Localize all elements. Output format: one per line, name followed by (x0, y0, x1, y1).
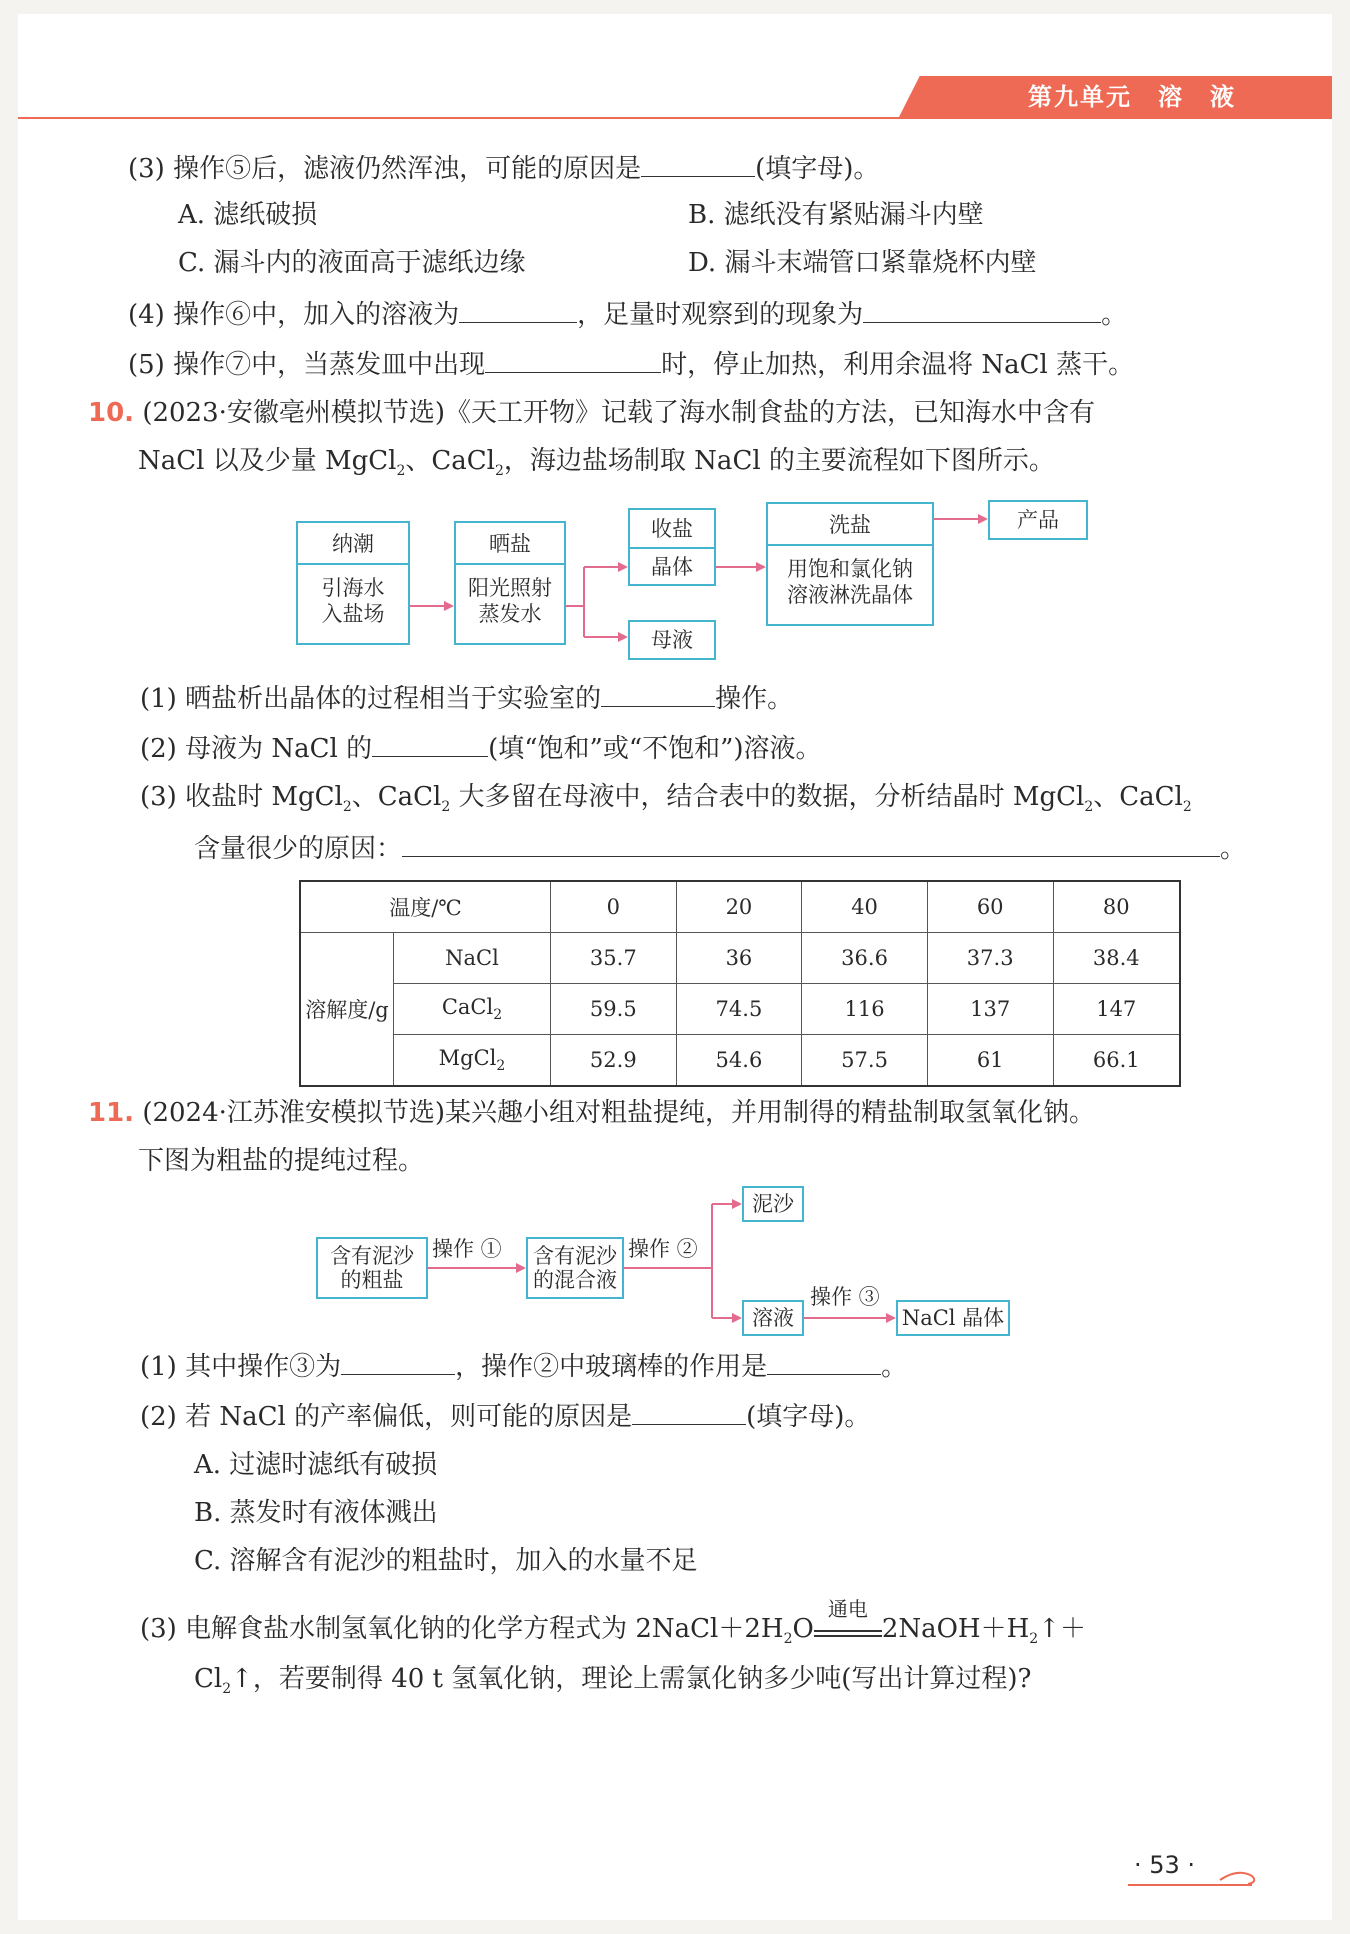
table-cell: 38.4 (1053, 933, 1180, 984)
question-number: 11. (88, 1098, 135, 1128)
flow-label: 的混合液 (533, 1268, 617, 1292)
q10-sub3-b: 、CaCl (351, 782, 442, 812)
table-row-name-sub: 2 (493, 1007, 503, 1024)
flow-label: 含有泥沙 (533, 1244, 617, 1268)
q10-stem: (2023·安徽亳州模拟节选)《天工开物》记载了海水制食盐的方法，已知海水中含有 (142, 398, 1096, 428)
flow-op-label: 操作 ② (628, 1237, 698, 1261)
table-header-label: 温度/℃ (300, 881, 551, 933)
q9-option-c: C. 漏斗内的液面高于滤纸边缘 (178, 248, 526, 278)
table-cell: 137 (927, 984, 1053, 1035)
flow-label: 晒盐 (489, 532, 531, 556)
flow-label: 泥沙 (752, 1192, 794, 1216)
answer-blank[interactable] (767, 1350, 881, 1375)
q10-sub3-d: 、CaCl (1093, 782, 1183, 812)
page-number: · 53 · (1134, 1851, 1196, 1879)
q9-sub3-tail: (填字母)。 (755, 154, 880, 184)
table-temp: 20 (676, 881, 802, 933)
footer-swirl-icon (1218, 1866, 1258, 1888)
table-cell: 74.5 (676, 984, 802, 1035)
q10-line2: NaCl 以及少量 MgCl$_2$、CaCl$_2$，海边盐场制取 NaCl 的主要流程如下图所示。 (138, 446, 1055, 480)
q11-sub3: (3) 电解食盐水制氢氧化钠的化学方程式为 $2NaCl+2H_2O$ 通电 $2NaOH+H_2↑+$ (140, 1614, 1086, 1654)
flow-box-crude-salt (316, 1237, 428, 1299)
q11-sub1-b: ，操作②中玻璃棒的作用是 (455, 1352, 768, 1382)
table-cell: 57.5 (802, 1035, 928, 1087)
q11-sub3-c: 2NaOH＋H (881, 1614, 1030, 1644)
table-cell: 35.7 (551, 933, 677, 984)
q10-sub1-a: (1) 晒盐析出晶体的过程相当于实验室的 (140, 684, 602, 714)
table-row-name-sub: 2 (496, 1058, 506, 1075)
q11-line2: 下图为粗盐的提纯过程。 (138, 1146, 425, 1176)
q9-sub3-text: (3) 操作⑤后，滤液仍然浑浊，可能的原因是 (128, 154, 642, 184)
flow-label: 产品 (1017, 508, 1059, 532)
q11-stem: (2024·江苏淮安模拟节选)某兴趣小组对粗盐提纯，并用制得的精盐制取氢氧化钠。 (142, 1098, 1096, 1128)
table-row-name: NaCl (394, 933, 551, 984)
flow-label: 阳光照射 (468, 576, 552, 600)
q9-sub5-text: (5) 操作⑦中，当蒸发皿中出现 (128, 350, 486, 380)
table-cell: 54.6 (676, 1035, 802, 1087)
flow-label: 入盐场 (321, 602, 385, 626)
reaction-condition-text: 通电 (827, 1597, 868, 1621)
q11-sub1-c: 。 (881, 1352, 908, 1382)
q11-sub3-line2-a: Cl (194, 1664, 223, 1694)
table-temp: 0 (551, 881, 677, 933)
q10-sub1-b: 操作。 (715, 684, 794, 714)
q11-option-a: A. 过滤时滤纸有破损 (194, 1450, 438, 1480)
flow-label: 纳潮 (332, 532, 374, 556)
flow-label: 溶液淋洗晶体 (787, 583, 913, 607)
q10-line2-a: NaCl 以及少量 MgCl (138, 446, 397, 476)
q10-line2-b: 、CaCl (405, 446, 495, 476)
q10-sub3: (3) 收盐时 MgCl$_2$、CaCl$_2$ 大多留在母液中，结合表中的数据，分析结晶时 MgCl$_2$、CaCl$_2$ (140, 782, 1192, 816)
q9-sub5-text-b: 时，停止加热，利用余温将 NaCl 蒸干。 (661, 350, 1135, 380)
table-row-name-text: MgCl (438, 1045, 497, 1070)
flow-label: 收盐 (651, 517, 693, 541)
q9-option-a: A. 滤纸破损 (178, 200, 318, 230)
table-cell: 147 (1053, 984, 1180, 1035)
flow-box-mixture (526, 1237, 624, 1299)
q11-sub3-a: (3) 电解食盐水制氢氧化钠的化学方程式为 2NaCl＋2H (140, 1614, 784, 1644)
q11-sub3-line2: $Cl_2↑$，若要制得 40 t 氢氧化钠，理论上需氯化钠多少吨(写出计算过程)? (194, 1664, 1032, 1698)
q10-sub3-c: 大多留在母液中，结合表中的数据，分析结晶时 MgCl (450, 782, 1085, 812)
page (18, 14, 1332, 1920)
table-cell: 52.9 (551, 1035, 677, 1087)
q9-sub4-end: 。 (1101, 300, 1128, 330)
flow-label: 溶液 (752, 1306, 794, 1330)
q10-line2-c: ，海边盐场制取 NaCl 的主要流程如下图所示。 (503, 446, 1055, 476)
flow-label: 洗盐 (829, 513, 871, 537)
q11-sub2 (140, 1400, 870, 1432)
table-row-name-text: CaCl (441, 994, 494, 1019)
table-cell: 116 (802, 984, 928, 1035)
table-cell: 36 (676, 933, 802, 984)
flow-box-sediment (742, 1186, 804, 1222)
q11-sub2-a: (2) 若 NaCl 的产率偏低，则可能的原因是 (140, 1402, 633, 1432)
q10-sub3-end: 。 (1220, 834, 1247, 864)
table-cell: 66.1 (1053, 1035, 1180, 1087)
table-cell: 36.6 (802, 933, 928, 984)
table-cell: 61 (927, 1035, 1053, 1087)
q11-option-c: C. 溶解含有泥沙的粗盐时，加入的水量不足 (194, 1546, 698, 1576)
flow-label: 蒸发水 (478, 602, 542, 626)
q10-sub3-line2-text: 含量很少的原因： (194, 834, 403, 864)
reaction-condition (814, 1597, 882, 1637)
q10-sub2-a: (2) 母液为 NaCl 的 (140, 734, 373, 764)
table-cell: 59.5 (551, 984, 677, 1035)
flow-op-label: 操作 ① (432, 1237, 502, 1261)
q9-option-b: B. 滤纸没有紧贴漏斗内壁 (688, 200, 984, 230)
q10-sub2-b: (填“饱和”或“不饱和”)溶液。 (488, 734, 822, 764)
table-temp: 80 (1053, 881, 1180, 933)
q9-option-d: D. 漏斗末端管口紧靠烧杯内壁 (688, 248, 1037, 278)
q11-option-b: B. 蒸发时有液体溅出 (194, 1498, 438, 1528)
table-group-label: 溶解度/g (300, 933, 394, 1087)
answer-blank[interactable] (632, 1400, 746, 1425)
flow-label: 含有泥沙 (330, 1244, 414, 1268)
q10-sub3-a: (3) 收盐时 MgCl (140, 782, 343, 812)
flow-label: 用饱和氯化钠 (787, 557, 913, 581)
flow-op-label: 操作 ③ (810, 1285, 880, 1309)
unit-title: 第九单元 溶 液 (1028, 83, 1236, 111)
flow-label: 引海水 (321, 576, 385, 600)
q11-sub1-a: (1) 其中操作③为 (140, 1352, 342, 1382)
q9-sub4-text-b: ，足量时观察到的现象为 (577, 300, 864, 330)
flow-label: 母液 (651, 628, 693, 652)
flow-label: 的粗盐 (340, 1268, 404, 1292)
q9-sub4-text: (4) 操作⑥中，加入的溶液为 (128, 300, 460, 330)
flow-box-solution (742, 1300, 804, 1336)
flow-label: NaCl 晶体 (901, 1306, 1005, 1330)
table-temp: 40 (802, 881, 928, 933)
question-number: 10. (88, 398, 135, 428)
q11-sub3-d: ↑＋ (1038, 1614, 1087, 1644)
table-temp: 60 (927, 881, 1053, 933)
answer-blank[interactable] (341, 1350, 455, 1375)
flow-label: 晶体 (651, 555, 693, 579)
q11-sub3-line2-b: ↑，若要制得 40 t 氢氧化钠，理论上需氯化钠多少吨(写出计算过程)? (231, 1664, 1032, 1694)
table-cell: 37.3 (927, 933, 1053, 984)
q11-sub3-b: O (792, 1614, 814, 1644)
flow-box-nacl-crystal (896, 1300, 1010, 1336)
q11-sub1 (140, 1350, 907, 1382)
q11-sub2-b: (填字母)。 (746, 1402, 871, 1432)
